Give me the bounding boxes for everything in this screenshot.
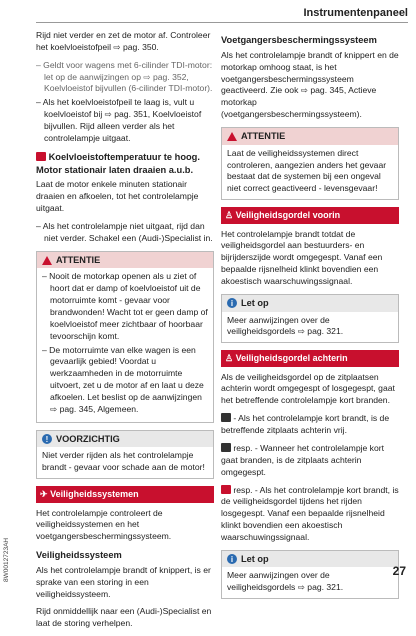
- warning-box-right: ATTENTIE Laat de veiligheidssystemen direct controleren, aangezien anders het gevaar bestaat dat de systemen bij een ongeval niet correct geactiveerd - levensgevaar!: [221, 127, 399, 200]
- warning-triangle-icon: [227, 132, 237, 141]
- left-column: [36, 30, 214, 636]
- heading-safety-system: Veiligheidssysteem: [36, 550, 122, 561]
- note-box-2: i Let op Meer aanwijzingen over de veiligheidsgordels ⇨ pag. 321.: [221, 550, 399, 599]
- text-safety-lamp: Het controlelampje controleert de veiligheidssystemen en het voetgangersbeschermingssysteem.: [36, 507, 172, 542]
- note-box-1: i Let op Meer aanwijzingen over de veiligheidsgordels ⇨ pag. 321.: [221, 294, 399, 343]
- section-belt-front: ♙ Veiligheidsgordel voorin: [221, 207, 399, 223]
- text-belt-front: Het controlelampje brandt totdat de veiligheidsgordel aan bestuurders- en bijrijderszijde wordt omgegespt. Vanaf een bepaalde rijsnelheid klinkt bovendien een akoestisch waarschuwingssignaal.: [221, 228, 383, 286]
- document-code: 8W0012723AH: [3, 537, 11, 582]
- warning-bullet-1: – Nooit de motorkap openen als u ziet of hoort dat er damp of koelvloeistof uit de motorruimte komt - gevaar voor brandwonden! Wacht tot er geen damp of koelvloeistof meer zichtbaar of hoorbaar tevoorschijn komt.: [42, 271, 208, 341]
- warning-text-right: Laat de veiligheidssystemen direct controleren, aangezien anders het gevaar bestaat dat de systemen bij een ongeval niet correct geactiveerd - levensgevaar!: [227, 147, 387, 194]
- page-header-title: Instrumentenpaneel: [303, 7, 408, 19]
- info-icon: i: [227, 298, 237, 308]
- info-icon: i: [227, 554, 237, 564]
- text-rear-buckled: resp. - Wanneer het controlelampje kort gaat branden, is de zitplaats achterin omgegespt.: [221, 442, 385, 477]
- text-idle: Laat de motor enkele minuten stationair draaien en afkoelen, tot het controlelampje uitgaat.: [36, 179, 199, 214]
- bullet-lamp-stays: – Als het controlelampje niet uitgaat, rijd dan niet verder. Schakel een (Audi-)Specialist in.: [36, 220, 213, 243]
- text-check-coolant: Rijd niet verder en zet de motor af. Controleer het koelvloeistofpeil ⇨ pag. 350.: [36, 30, 211, 52]
- airbag-icon: ✈: [40, 489, 48, 500]
- text-belt-rear: Als de veiligheidsgordel op de zitplaatsen achterin wordt omgegespt of losgegespt, gaat het betreffende controlelampje kort branden.: [221, 371, 395, 406]
- warning-triangle-icon: [42, 256, 52, 265]
- seatbelt-icon: ♙: [225, 210, 234, 221]
- warning-box-left: ATTENTIE – Nooit de motorkap openen als u ziet of hoort dat er damp of koelvloeistof uit de motorruimte komt - gevaar voor brandwonden! Wacht tot er geen damp of koelvloeistof meer zichtbaar of hoorbaar tevoorschijn komt. – De motorruimte van elke wagen is een gevaarlijk gebied! Voordat u werkzaamheden in de motorruimte uitvoert, zet u de motor af en laat u deze afkoelen. Let beslist op de aanwijzingen ⇨ pag. 345, Algemeen.: [36, 251, 214, 423]
- header-divider: [36, 22, 408, 23]
- seat-buckled-icon: [221, 443, 231, 452]
- note-text-2: Meer aanwijzingen over de veiligheidsgordels ⇨ pag. 321.: [227, 570, 344, 593]
- seat-free-icon: [221, 413, 231, 422]
- caution-text: Niet verder rijden als het controlelampje brandt - gevaar voor schade aan de motor!: [42, 450, 205, 473]
- text-rear-unbuckled: resp. - Als het controlelampje kort brandt, is de veiligheidsgordel tijdens het rijden losgegespt. Vanaf een bepaalde rijsnelheid klinkt bovendien een akoestisch waarschuwingssignaal.: [221, 484, 399, 542]
- text-visit-specialist: Rijd onmiddellijk naar een (Audi-)Specialist en laat de storing verhelpen.: [36, 606, 212, 629]
- page-number: 27: [392, 564, 406, 579]
- heading-pedestrian: Voetgangersbeschermingssysteem: [221, 35, 377, 45]
- seat-unbuckled-icon: [221, 485, 231, 494]
- coolant-lamp-icon: [36, 152, 46, 161]
- section-safety-systems: ✈ Veiligheidssystemen: [36, 486, 214, 502]
- right-column: [221, 30, 399, 606]
- bullet-tdi: – Geldt voor wagens met 6-cilinder TDI-motor: let op de aanwijzingen op ⇨ pag. 352, Koelvloeistof bijvullen (6-cilinder TDI-motor).: [36, 59, 213, 94]
- bullet-low-coolant: – Als het koelvloeistofpeil te laag is, vult u koelvloeistof bij ⇨ pag. 351, Koelvloeistof bijvullen. Rijd alleen verder als het controlelampje uitgaat.: [36, 97, 202, 143]
- heading-coolant-temp: Koelvloeistoftemperatuur te hoog. Motor stationair laten draaien a.u.b.: [36, 151, 200, 175]
- text-safety-fault: Als het controlelampje brandt of knippert, is er sprake van een storing in een veiligheidssysteem.: [36, 564, 211, 599]
- rear-seatbelt-icon: ♙: [225, 353, 234, 364]
- section-belt-rear: ♙ Veiligheidsgordel achterin: [221, 350, 399, 366]
- note-text-1: Meer aanwijzingen over de veiligheidsgordels ⇨ pag. 321.: [227, 314, 344, 337]
- warning-bullet-2: – De motorruimte van elke wagen is een gevaarlijk gebied! Voordat u werkzaamheden in de motorruimte uitvoert, zet u de motor af en laat u deze afkoelen. Let beslist op de aanwijzingen ⇨ pag. 345, Algemeen.: [42, 344, 204, 414]
- text-pedestrian: Als het controlelampje brandt of knippert en de motorkap omhoog staat, is het voetgangersbeschermingssysteem geactiveerd. Zie ook ⇨ pag. 345, Actieve motorkap (voetgangersbeschermingssysteem).: [221, 49, 399, 120]
- caution-icon: !: [42, 434, 52, 444]
- caution-box: ! VOORZICHTIG Niet verder rijden als het controlelampje brandt - gevaar voor schade aan de motor!: [36, 430, 214, 479]
- text-rear-free: - Als het controlelampje kort brandt, is de betreffende zitplaats achterin vrij.: [221, 413, 390, 436]
